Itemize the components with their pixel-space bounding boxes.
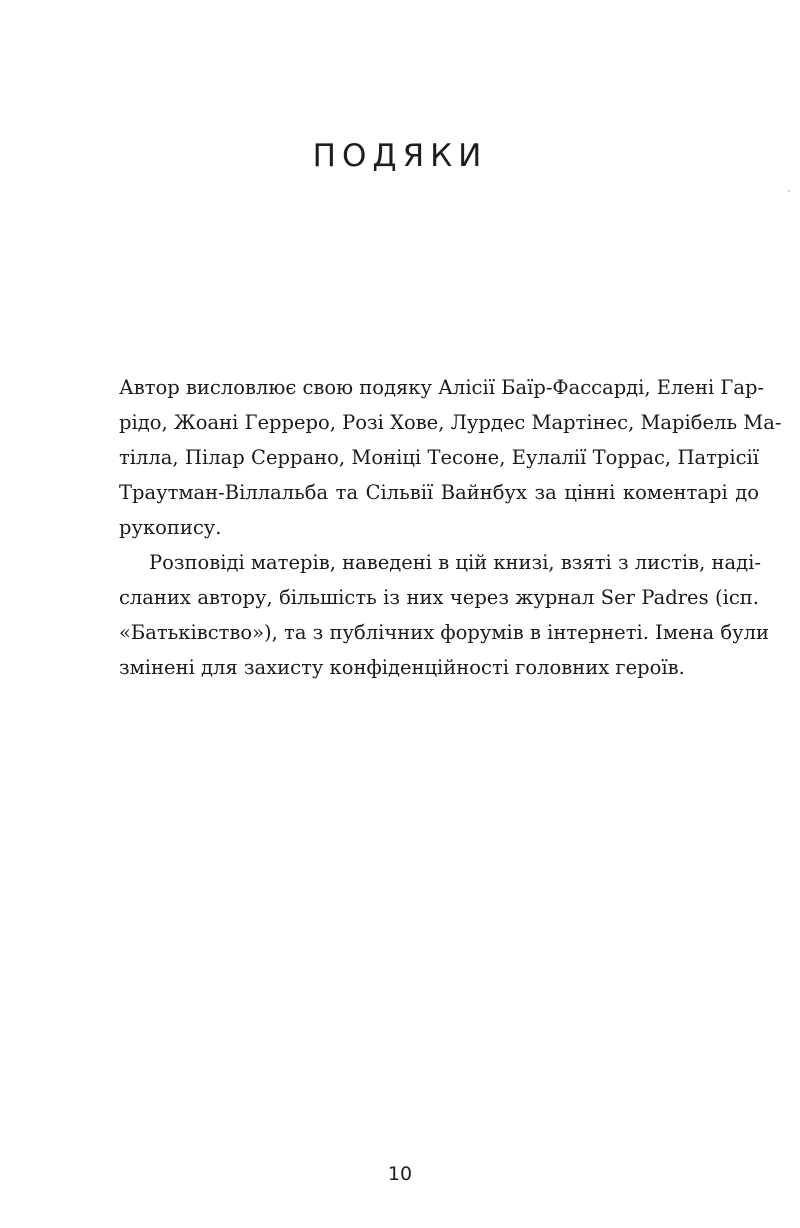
- page-number: 10: [387, 1163, 413, 1185]
- page-title: ПОДЯКИ: [312, 138, 488, 174]
- body-text: [119, 370, 782, 685]
- text-line: сланих автору, більшість із них через журнал Ser Padres (ісп.: [119, 586, 759, 609]
- text-line: «Батьківство»), та з публічних форумів в інтернеті. Імена були: [119, 621, 769, 644]
- text-line: Розповіді матерів, наведені в цій книзі, взяті з листів, наді-: [149, 551, 761, 574]
- text-line: Траутман-Віллальба та Сільвії Вайнбух за цінні коментарі до: [119, 481, 759, 504]
- paragraph-acknowledgements: [119, 370, 782, 545]
- text-line: рідо, Жоані Герреро, Розі Хове, Лурдес Мартінес, Марібель Ма-: [119, 411, 782, 434]
- text-line: Автор висловлює свою подяку Алісії Баїр-Фассарді, Елені Гар-: [119, 376, 765, 399]
- paragraph-sources-note: [119, 545, 769, 685]
- text-line: тілла, Пілар Серрано, Моніці Тесоне, Еулалії Торрас, Патрісії: [119, 446, 759, 469]
- text-line: рукопису.: [119, 516, 222, 539]
- text-line: змінені для захисту конфіденційності головних героїв.: [119, 656, 685, 679]
- scan-speck: [788, 190, 790, 192]
